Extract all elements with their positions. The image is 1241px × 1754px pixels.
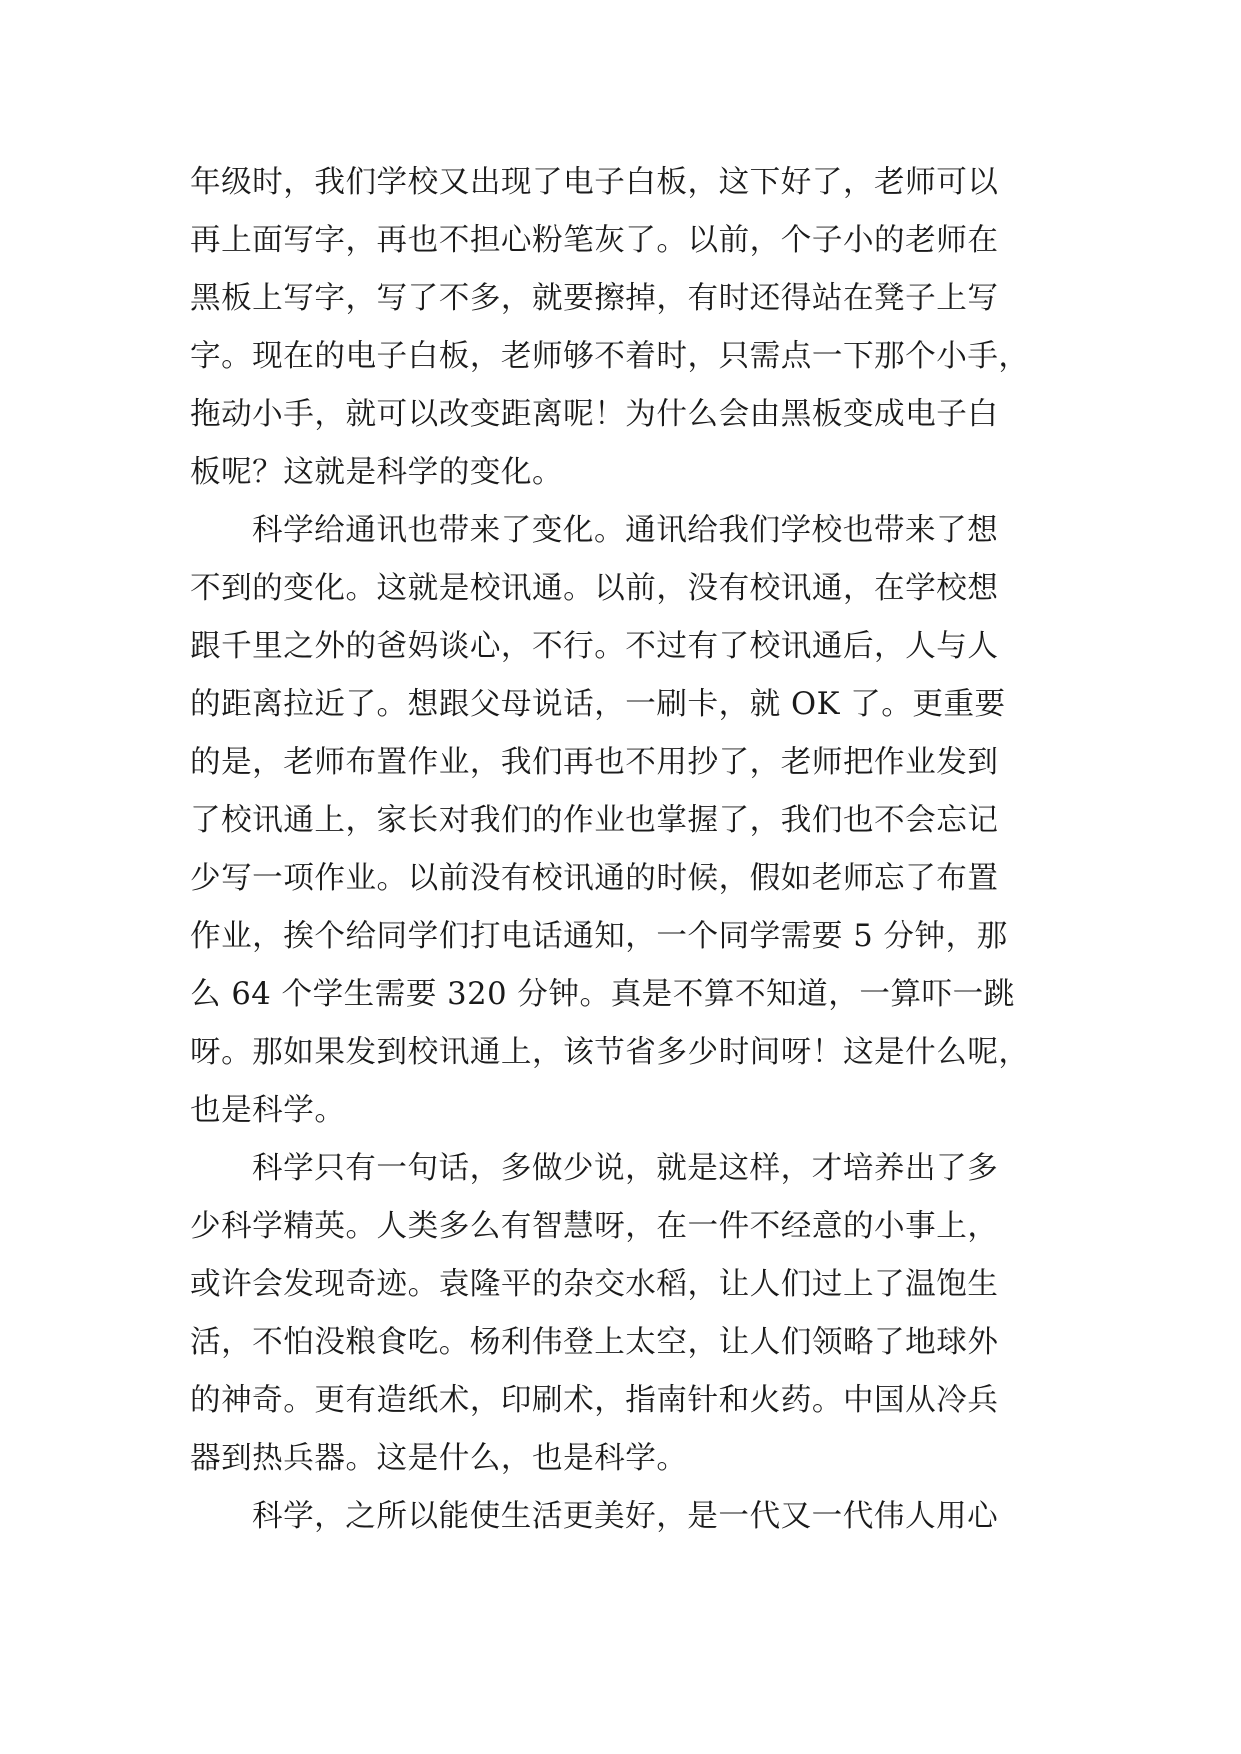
text-line: 年级时，我们学校又出现了电子白板，这下好了，老师可以 [190, 165, 999, 200]
text-line: 再上面写字，再也不担心粉笔灰了。以前，个子小的老师在 [190, 223, 999, 258]
text-line: 作业，挨个给同学们打电话通知，一个同学需要 5 分钟，那 [190, 919, 1008, 954]
text-line: 少写一项作业。以前没有校讯通的时候，假如老师忘了布置 [190, 861, 999, 896]
text-line: 了校讯通上，家长对我们的作业也掌握了，我们也不会忘记 [190, 803, 999, 838]
text-line: 少科学精英。人类多么有智慧呀，在一件不经意的小事上， [190, 1209, 999, 1244]
text-line: 也是科学。 [190, 1093, 346, 1128]
text-line: 么 64 个学生需要 320 分钟。真是不算不知道，一算吓一跳 [190, 977, 1015, 1012]
text-line: 科学，之所以能使生活更美好，是一代又一代伟人用心 [252, 1499, 999, 1534]
paragraph [190, 1140, 1052, 1488]
text-line: 的神奇。更有造纸术，印刷术，指南针和火药。中国从冷兵 [190, 1383, 999, 1418]
text-line: 的是，老师布置作业，我们再也不用抄了，老师把作业发到 [190, 745, 999, 780]
paragraph [190, 154, 1052, 502]
text-line: 跟千里之外的爸妈谈心，不行。不过有了校讯通后，人与人 [190, 629, 999, 664]
text-line: 拖动小手，就可以改变距离呢！为什么会由黑板变成电子白 [190, 397, 999, 432]
text-line: 活，不怕没粮食吃。杨利伟登上太空，让人们领略了地球外 [190, 1325, 999, 1360]
text-line: 呀。那如果发到校讯通上，该节省多少时间呀！这是什么呢， [190, 1035, 1030, 1070]
text-line: 字。现在的电子白板，老师够不着时，只需点一下那个小手， [190, 339, 1030, 374]
paragraph [190, 1488, 1052, 1546]
text-line: 科学只有一句话，多做少说，就是这样，才培养出了多 [252, 1151, 999, 1186]
text-line: 的距离拉近了。想跟父母说话，一刷卡，就 OK 了。更重要 [190, 687, 1006, 722]
text-line: 或许会发现奇迹。袁隆平的杂交水稻，让人们过上了温饱生 [190, 1267, 999, 1302]
text-line: 不到的变化。这就是校讯通。以前，没有校讯通，在学校想 [190, 571, 999, 606]
text-line: 黑板上写字，写了不多，就要擦掉，有时还得站在凳子上写 [190, 281, 999, 316]
paragraph [190, 502, 1052, 1140]
text-line: 器到热兵器。这是什么，也是科学。 [190, 1441, 688, 1476]
text-line: 科学给通讯也带来了变化。通讯给我们学校也带来了想 [252, 513, 999, 548]
document-body [190, 154, 1052, 1546]
text-line: 板呢？这就是科学的变化。 [190, 455, 564, 490]
